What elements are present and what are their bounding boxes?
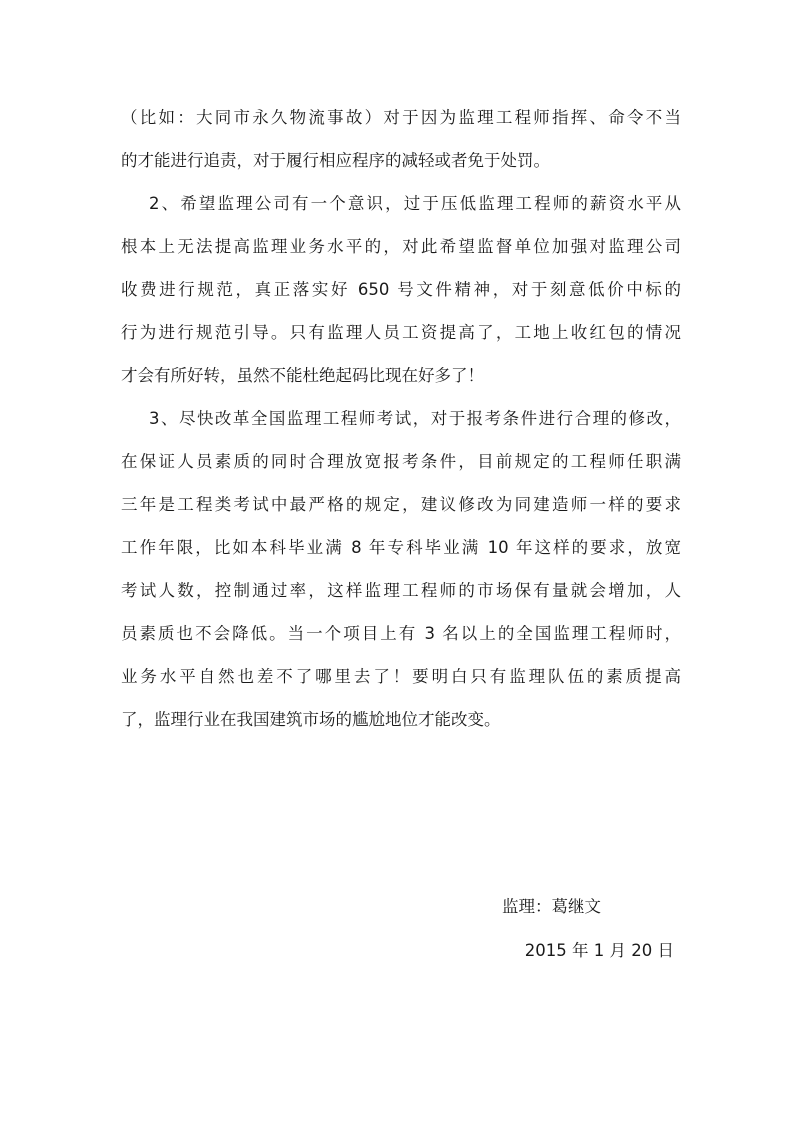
paragraph-2-line-3: 收费进行规范，真正落实好 650 号文件精神，对于刻意低价中标的	[121, 280, 681, 299]
paragraph-2-line-2: 根本上无法提高监理业务水平的，对此希望监督单位加强对监理公司	[121, 237, 681, 256]
paragraph-3-line-2: 在保证人员素质的同时合理放宽报考条件，目前规定的工程师任职满	[121, 452, 681, 471]
paragraph-line-2: 的才能进行追责，对于履行相应程序的减轻或者免于处罚。	[121, 151, 550, 170]
paragraph-2-line-4: 行为进行规范引导。只有监理人员工资提高了，工地上收红包的情况	[121, 323, 681, 342]
paragraph-3-line-5: 考试人数，控制通过率，这样监理工程师的市场保有量就会增加，人	[121, 581, 681, 600]
paragraph-2-line-5: 才会有所好转，虽然不能杜绝起码比现在好多了！	[121, 366, 484, 385]
paragraph-3-line-3: 三年是工程类考试中最严格的规定，建议修改为同建造师一样的要求	[121, 495, 681, 514]
paragraph-3-line-1: 3、尽快改革全国监理工程师考试，对于报考条件进行合理的修改，	[149, 409, 681, 428]
paragraph-2-line-1: 2、希望监理公司有一个意识，过于压低监理工程师的薪资水平从	[149, 194, 681, 213]
paragraph-3-line-8: 了，监理行业在我国建筑市场的尴尬地位才能改变。	[121, 710, 501, 729]
paragraph-line-1: （比如：大同市永久物流事故）对于因为监理工程师指挥、命令不当	[121, 108, 681, 127]
paragraph-3-line-4: 工作年限，比如本科毕业满 8 年专科毕业满 10 年这样的要求，放宽	[121, 538, 681, 557]
document-date: 2015 年 1 月 20 日	[524, 941, 674, 960]
paragraph-3-line-7: 业务水平自然也差不了哪里去了！要明白只有监理队伍的素质提高	[121, 667, 681, 686]
signature: 监理：葛继文	[502, 897, 601, 916]
paragraph-3-line-6: 员素质也不会降低。当一个项目上有 3 名以上的全国监理工程师时，	[121, 624, 681, 643]
